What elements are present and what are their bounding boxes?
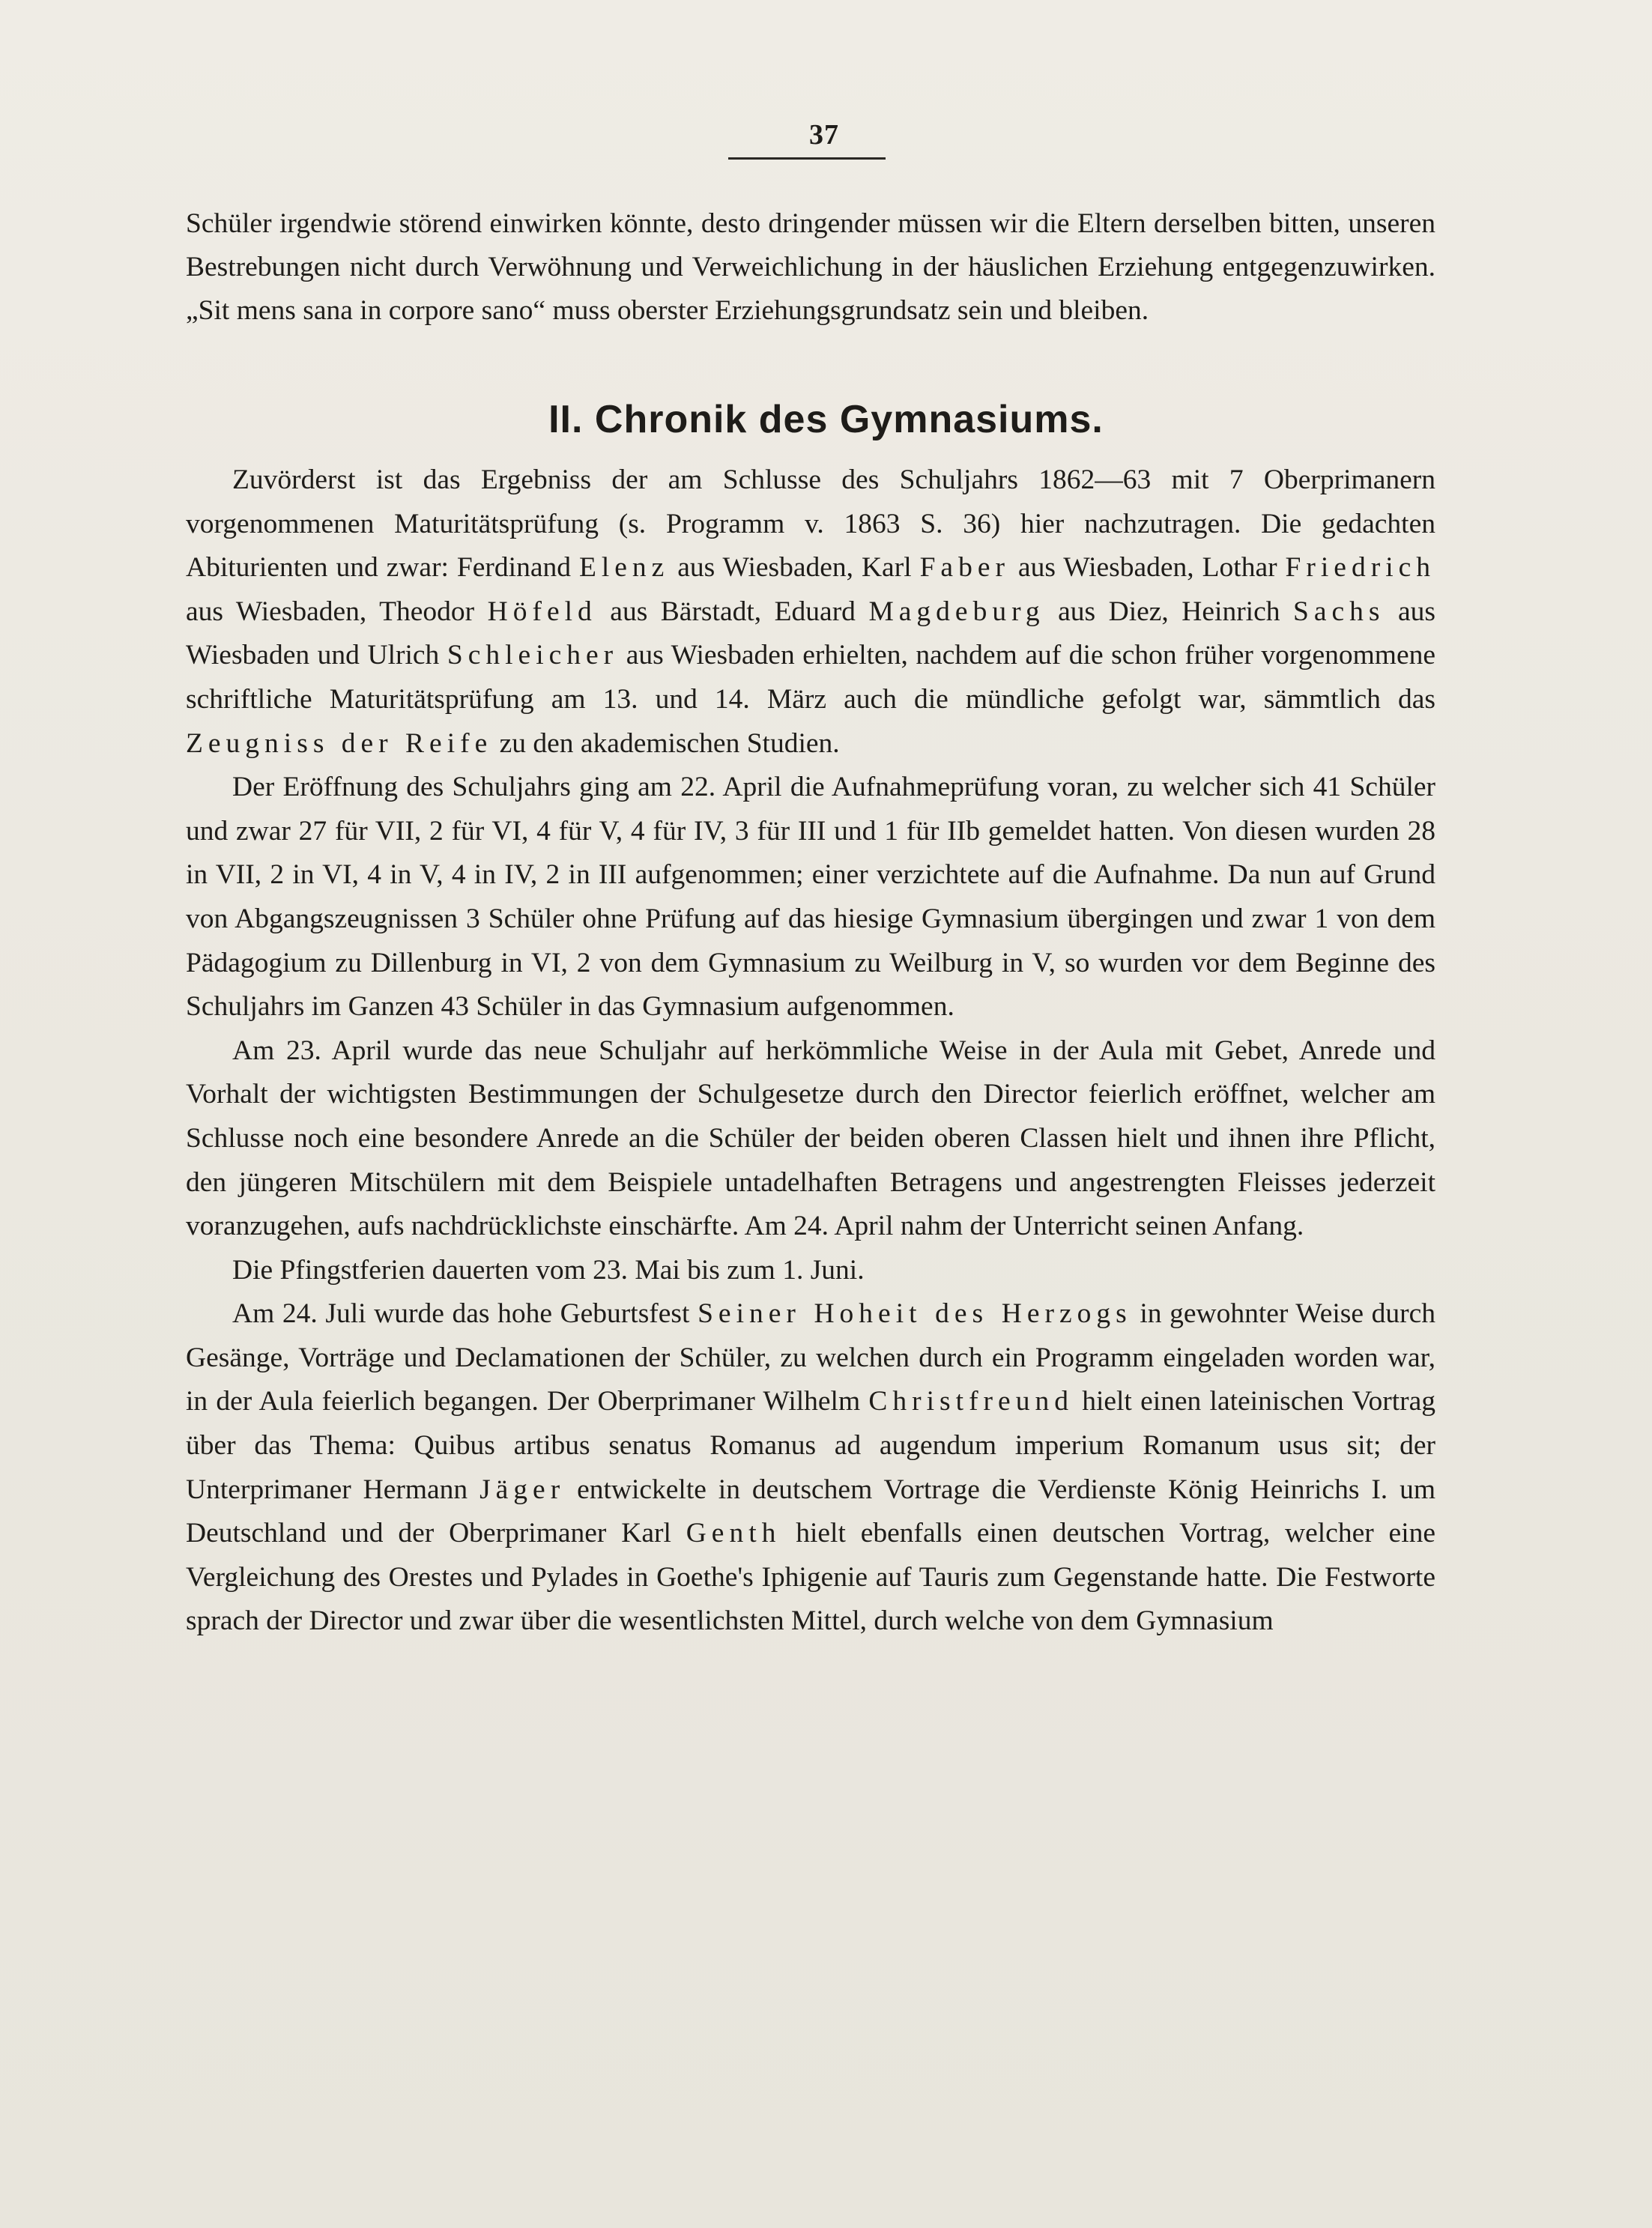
intro-paragraph: Schüler irgendwie störend einwirken könnte, desto dringender müssen wir die Eltern derselben bitten, unseren Bestrebungen nicht durch Verwöhnung und Verweichlichung in der häuslichen Erziehung entgegenzuwirken. „Sit mens sana in corpore sano“ muss oberster Erziehungsgrundsatz sein und bleiben. bbox=[186, 208, 1435, 326]
paragraph-admission-exam: Der Eröffnung des Schuljahrs ging am 22. April die Aufnahmeprüfung voran, zu welcher sich 41 Schüler und zwar 27 für VII, 2 für VI, 4 für V, 4 für IV, 3 für III und 1 für IIb gemeldet hatten. Von diesen wurden 28 in VII, 2 in VI, 4 in V, 4 in IV, 2 in III aufgenommen; einer verzichtete auf die Aufnahme. Da nun auf Grund von Abgangszeugnissen 3 Schüler ohne Prüfung auf das hiesige Gymnasium übergingen und zwar 1 von dem Pädagogium zu Dillenburg in VI, 2 von dem Gymnasium zu Weilburg in V, so wurden vor dem Beginne des Schuljahrs im Ganzen 43 Schüler in das Gymnasium aufgenommen. bbox=[186, 772, 1435, 1023]
intro-block bbox=[186, 202, 1435, 333]
page-number: 37 bbox=[809, 119, 839, 151]
chronicle-body bbox=[186, 458, 1435, 1644]
text-run: entwickelte in deutschem Vortrage die Verdienste König Heinrichs I. um Deutschland und der Oberprimaner Karl bbox=[186, 1474, 1435, 1549]
paragraph-birthday-celebration bbox=[186, 1292, 1435, 1644]
name-schleicher: Schleicher bbox=[447, 640, 619, 671]
text-run: Am 24. Juli wurde das hohe Geburtsfest bbox=[232, 1298, 698, 1330]
text-run: Zuvörderst ist das Ergebniss der am Schlusse des Schuljahrs 1862—63 mit 7 Oberprimanern vorgenommenen Maturitätsprüfung (s. Programm v. 1863 S. 36) hier nachzutragen. Die gedachten Abiturienten und zwar: Ferdinand bbox=[186, 464, 1435, 584]
name-elenz: Elenz bbox=[578, 552, 670, 584]
name-jaeger: Jäger bbox=[479, 1474, 566, 1505]
text-run: aus Wiesbaden, Theodor bbox=[186, 596, 488, 627]
name-friedrich: Friedrich bbox=[1285, 552, 1436, 584]
name-genth: Genth bbox=[686, 1518, 781, 1549]
paragraph-pentecost-holidays: Die Pfingstferien dauerten vom 23. Mai bis zum 1. Juni. bbox=[232, 1254, 865, 1286]
paragraph-maturity-exam bbox=[186, 458, 1435, 766]
section-heading: II. Chronik des Gymnasiums. bbox=[548, 398, 1104, 441]
text-run: aus Diez, Heinrich bbox=[1044, 596, 1293, 627]
name-magdeburg: Magdeburg bbox=[868, 596, 1045, 627]
text-run: aus Wiesbaden erhielten, nachdem auf die schon früher vorgenommene schriftliche Maturitätsprüfung am 13. und 14. März auch die mündliche gefolgt war, sämmtlich das bbox=[186, 640, 1435, 715]
text-run: aus Wiesbaden, Lothar bbox=[1009, 552, 1286, 584]
text-run: hielt ebenfalls einen deutschen Vortrag, welcher eine Vergleichung des Orestes und Pylades in Goethe's Iphigenie auf Tauris zum Gegenstande hatte. Die Festworte sprach der Director und zwar über die wesentlichsten Mittel, durch welche von dem Gymnasium bbox=[186, 1518, 1436, 1637]
name-hoefeld: Höfeld bbox=[487, 596, 597, 627]
phrase-seiner-hoheit: Seiner Hoheit des Herzogs bbox=[698, 1298, 1132, 1330]
name-sachs: Sachs bbox=[1293, 596, 1385, 627]
text-run: zu den akademischen Studien. bbox=[492, 727, 840, 759]
name-faber: Faber bbox=[919, 552, 1010, 584]
page-number-rule bbox=[728, 157, 886, 160]
text-run: aus Wiesbaden und Ulrich bbox=[186, 596, 1435, 671]
phrase-zeugniss-der-reife: Zeugniss der Reife bbox=[186, 727, 493, 759]
text-run: aus Wiesbaden, Karl bbox=[669, 552, 920, 584]
name-christfreund: Christfreund bbox=[868, 1386, 1074, 1417]
text-run: aus Bärstadt, Eduard bbox=[596, 596, 869, 627]
paragraph-school-year-opening: Am 23. April wurde das neue Schuljahr auf herkömmliche Weise in der Aula mit Gebet, Anrede und Vorhalt der wichtigsten Bestimmungen der Schulgesetze durch den Director feierlich eröffnet, welcher am Schlusse noch eine besondere Anrede an die Schüler der beiden oberen Classen hielt und ihnen ihre Pflicht, den jüngeren Mitschülern mit dem Beispiele untadelhaften Betragens und angestrengten Fleisses jederzeit voranzugehen, aufs nachdrücklichste einschärfte. Am 24. April nahm der Unterricht seinen Anfang. bbox=[186, 1035, 1435, 1242]
text-run: hielt einen lateinischen Vortrag über das Thema: Quibus artibus senatus Romanus ad augendum imperium Romanum usus sit; der Unterprimaner Hermann bbox=[186, 1386, 1435, 1505]
text-run: in gewohnter Weise durch Gesänge, Vorträge und Declamationen der Schüler, zu welchen durch ein Programm eingeladen worden war, in der Aula feierlich begangen. Der Oberprimaner Wilhelm bbox=[186, 1298, 1435, 1417]
